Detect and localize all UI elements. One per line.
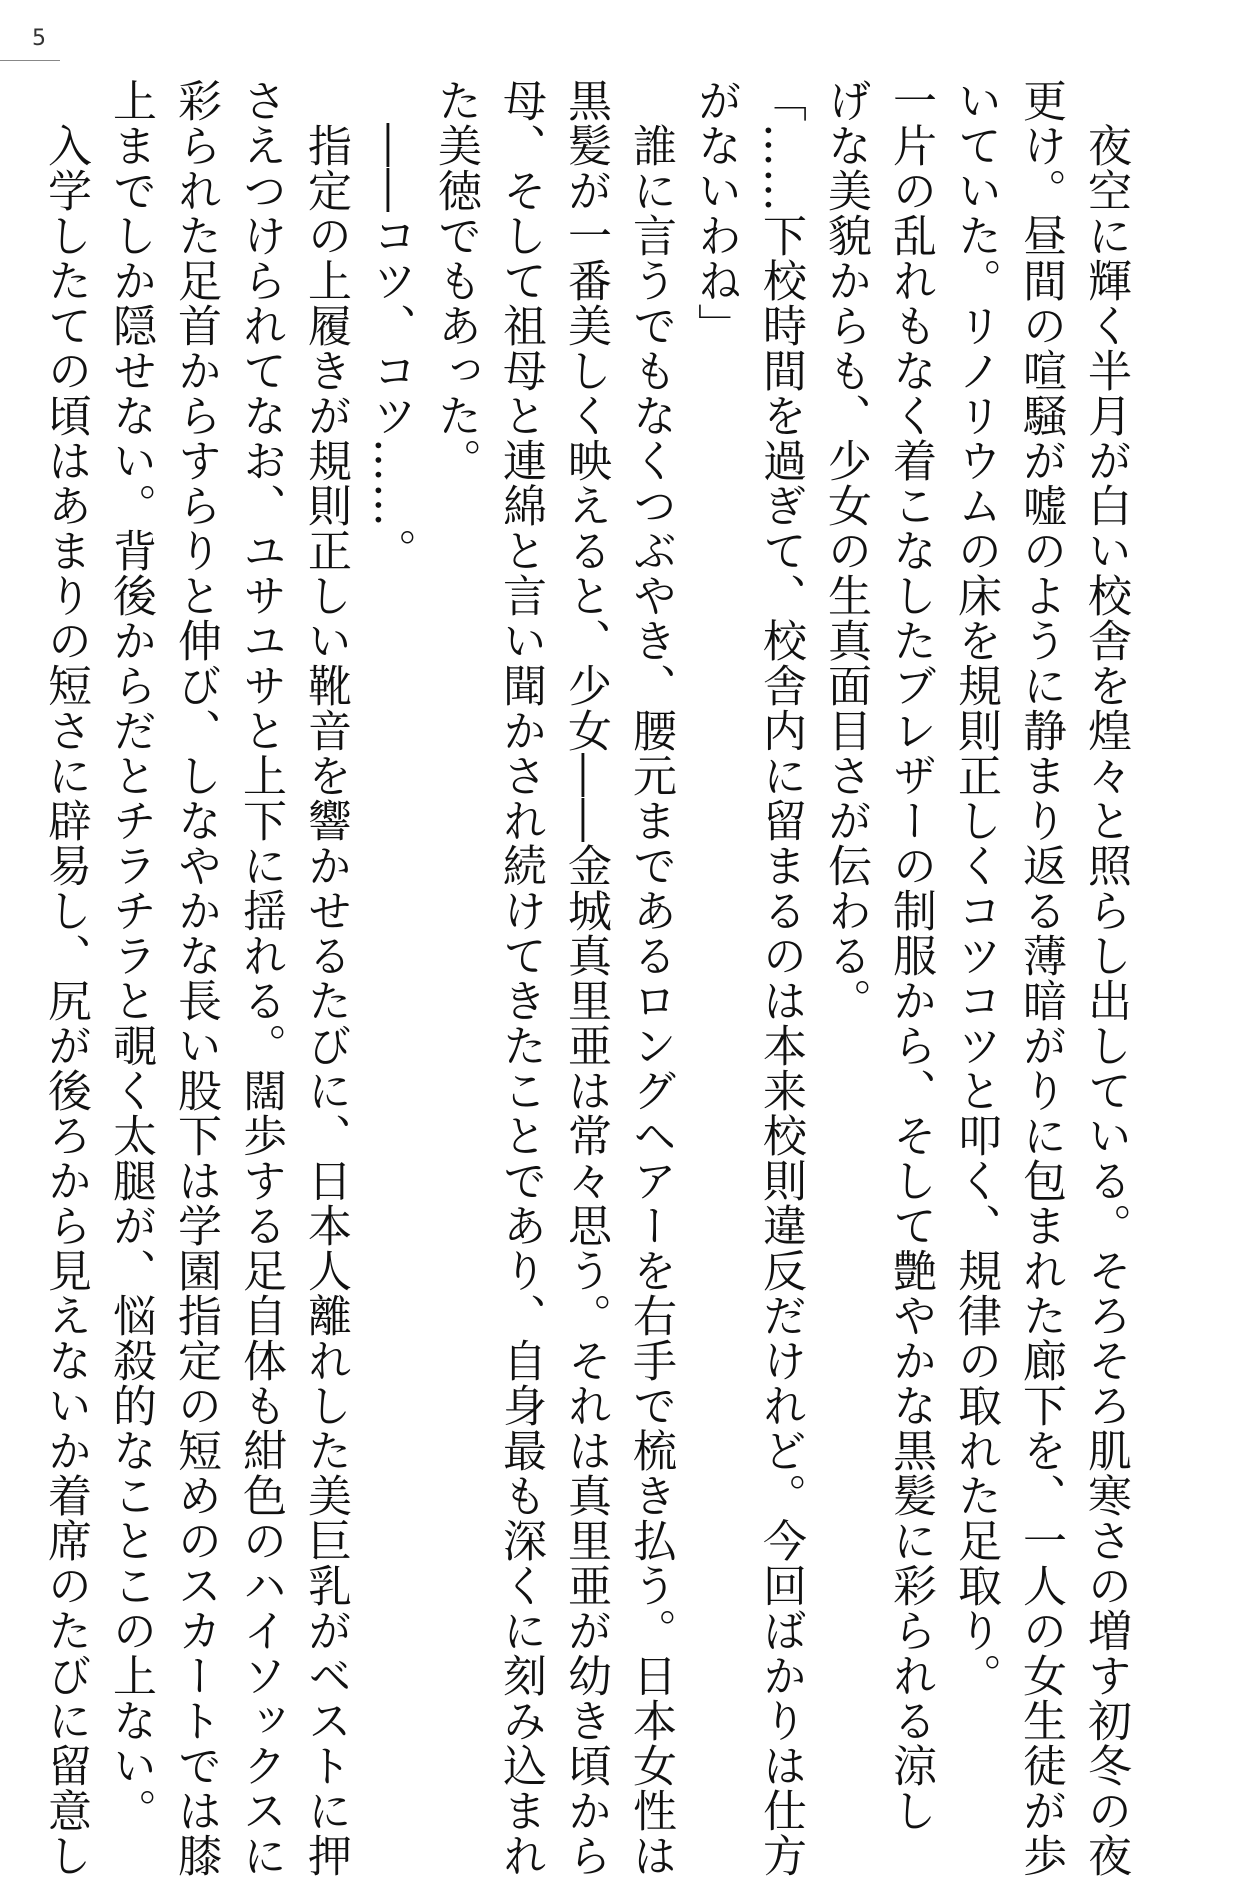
text-line: 彩られた足首からすらりと伸び、しなやかな長い股下は学園指定の短めのスカートでは膝 (170, 78, 221, 1878)
page-number: 5 (32, 26, 46, 51)
text-line: 入学したての頃はあまりの短さに辟易し、尻が後ろから見えないか着席のたびに留意し (40, 78, 91, 1878)
text-line: 指定の上履きが規則正しい靴音を響かせるたびに、日本人離れした美巨乳がベストに押 (300, 78, 351, 1878)
text-line: いていた。リノリウムの床を規則正しくコツコツと叩く、規律の取れた足取り。 (950, 78, 1001, 1698)
text-line: 誰に言うでもなくつぶやき、腰元まであるロングヘアーを右手で梳き払う。日本女性は (625, 78, 676, 1878)
text-line: 更け。昼間の喧騒が嘘のように静まり返る薄暗がりに包まれた廊下を、一人の女生徒が歩 (1015, 78, 1066, 1878)
text-line: ――コツ、コツ……。 (365, 78, 416, 573)
text-line: 上までしか隠せない。背後からだとチラチラと覗く太腿が、悩殺的なことこの上ない。 (105, 78, 156, 1833)
text-line: 黒髪が一番美しく映えると、少女――金城真里亜は常々思う。それは真里亜が幼き頃から (560, 78, 611, 1878)
text-line: がないわね」 (690, 78, 741, 348)
text-line: た美徳でもあった。 (430, 78, 481, 483)
text-line: げな美貌からも、少女の生真面目さが伝わる。 (820, 78, 871, 1023)
header-rule (0, 60, 60, 61)
text-line: 母、そして祖母と連綿と言い聞かされ続けてきたことであり、自身最も深くに刻み込まれ (495, 78, 546, 1878)
text-line: 「……下校時間を過ぎて、校舎内に留まるのは本来校則違反だけれど。今回ばかりは仕方 (755, 78, 806, 1878)
text-line: 夜空に輝く半月が白い校舎を煌々と照らし出している。そろそろ肌寒さの増す初冬の夜 (1080, 78, 1131, 1878)
novel-body-text (40, 78, 1138, 1878)
text-line: さえつけられてなお、ユサユサと上下に揺れる。闊歩する足自体も紺色のハイソックスに (235, 78, 286, 1878)
text-line: 一片の乱れもなく着こなしたブレザーの制服から、そして艶やかな黒髪に彩られる涼し (885, 78, 936, 1833)
